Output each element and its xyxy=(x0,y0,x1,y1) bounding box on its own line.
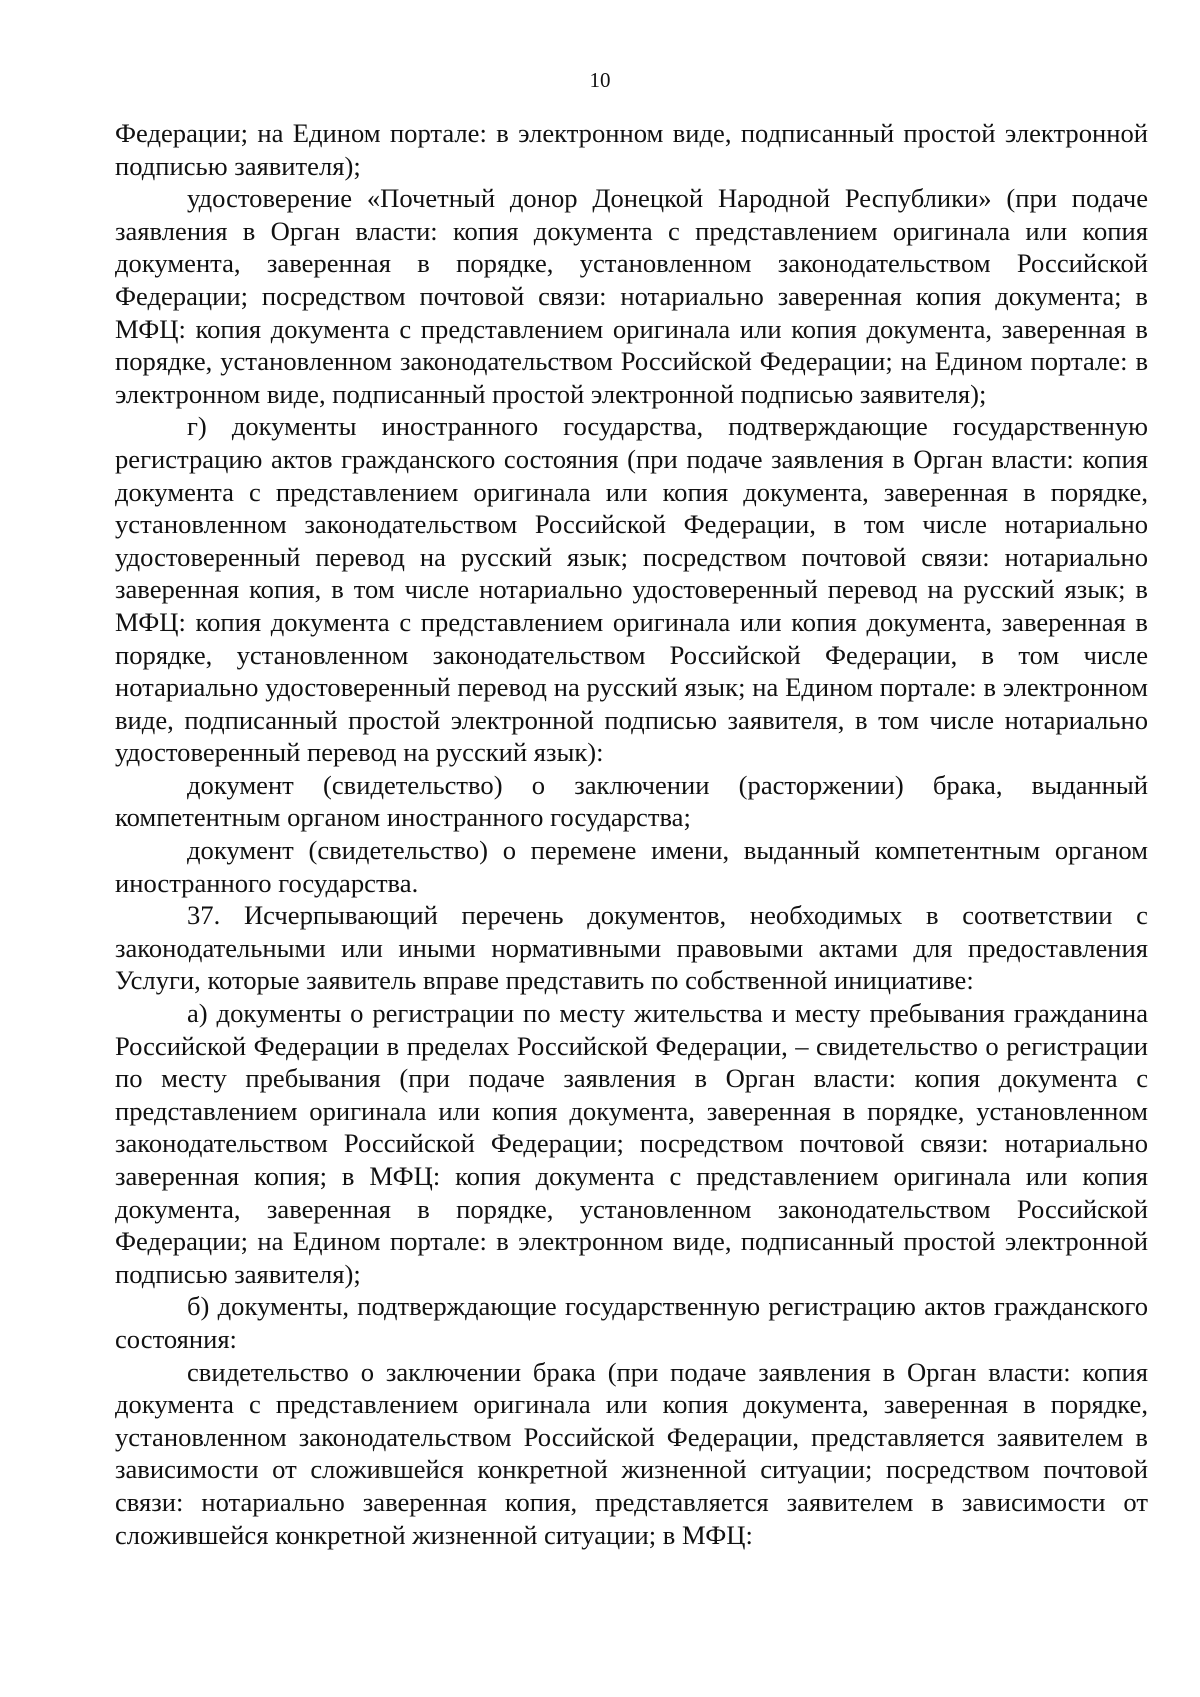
paragraph-civil-status-documents: б) документы, подтверждающие государственную регистрацию актов гражданского состояния: xyxy=(115,1291,1148,1354)
paragraph-registration-documents: а) документы о регистрации по месту жительства и месту пребывания гражданина Российской Федерации в пределах Российской Федерации, – свидетельство о регистрации по месту пребывания (при подаче заявления в Орган власти: копия документа с представлением оригинала или копия документа, заверенная в порядке, установленном законодательством Российской Федерации; посредством почтовой связи: нотариально заверенная копия; в МФЦ: копия документа с представлением оригинала или копия документа, заверенная в порядке, установленном законодательством Российской Федерации; на Едином портале: в электронном виде, подписанный простой электронной подписью заявителя); xyxy=(115,998,1148,1289)
paragraph-continuation: Федерации; на Едином портале: в электронном виде, подписанный простой электронной подписью заявителя); xyxy=(115,118,1148,181)
document-body xyxy=(115,117,1148,1551)
paragraph-name-change-document: документ (свидетельство) о перемене имени, выданный компетентным органом иностранного государства. xyxy=(115,835,1148,898)
paragraph-foreign-documents: г) документы иностранного государства, подтверждающие государственную регистрацию актов гражданского состояния (при подаче заявления в Орган власти: копия документа с представлением оригинала или копия документа, заверенная в порядке, установленном законодательством Российской Федерации, в том числе нотариально удостоверенный перевод на русский язык; посредством почтовой связи: нотариально заверенная копия, в том числе нотариально удостоверенный перевод на русский язык; в МФЦ: копия документа с представлением оригинала или копия документа, заверенная в порядке, установленном законодательством Российской Федерации, в том числе нотариально удостоверенный перевод на русский язык; на Едином портале: в электронном виде, подписанный простой электронной подписью заявителя, в том числе нотариально удостоверенный перевод на русский язык): xyxy=(115,411,1148,768)
paragraph-item-37: 37. Исчерпывающий перечень документов, необходимых в соответствии с законодательными или иными нормативными правовыми актами для предоставления Услуги, которые заявитель вправе представить по собственной инициативе: xyxy=(115,900,1148,996)
paragraph-marriage-document: документ (свидетельство) о заключении (расторжении) брака, выданный компетентным органом иностранного государства; xyxy=(115,769,1148,833)
paragraph-donor-certificate: удостоверение «Почетный донор Донецкой Народной Республики» (при подаче заявления в Орган власти: копия документа с представлением оригинала или копия документа, заверенная в порядке, установленном законодательством Российской Федерации; посредством почтовой связи: нотариально заверенная копия документа; в МФЦ: копия документа с представлением оригинала или копия документа, заверенная в порядке, установленном законодательством Российской Федерации; на Едином портале: в электронном виде, подписанный простой электронной подписью заявителя); xyxy=(115,183,1148,409)
page-number: 10 xyxy=(589,68,611,92)
paragraph-marriage-certificate: свидетельство о заключении брака (при подаче заявления в Орган власти: копия документа с представлением оригинала или копия документа, заверенная в порядке, установленном законодательством Российской Федерации, представляется заявителем в зависимости от сложившейся конкретной жизненной ситуации; посредством почтовой связи: нотариально заверенная копия, представляется заявителем в зависимости от сложившейся конкретной жизненной ситуации; в МФЦ: xyxy=(115,1356,1148,1550)
